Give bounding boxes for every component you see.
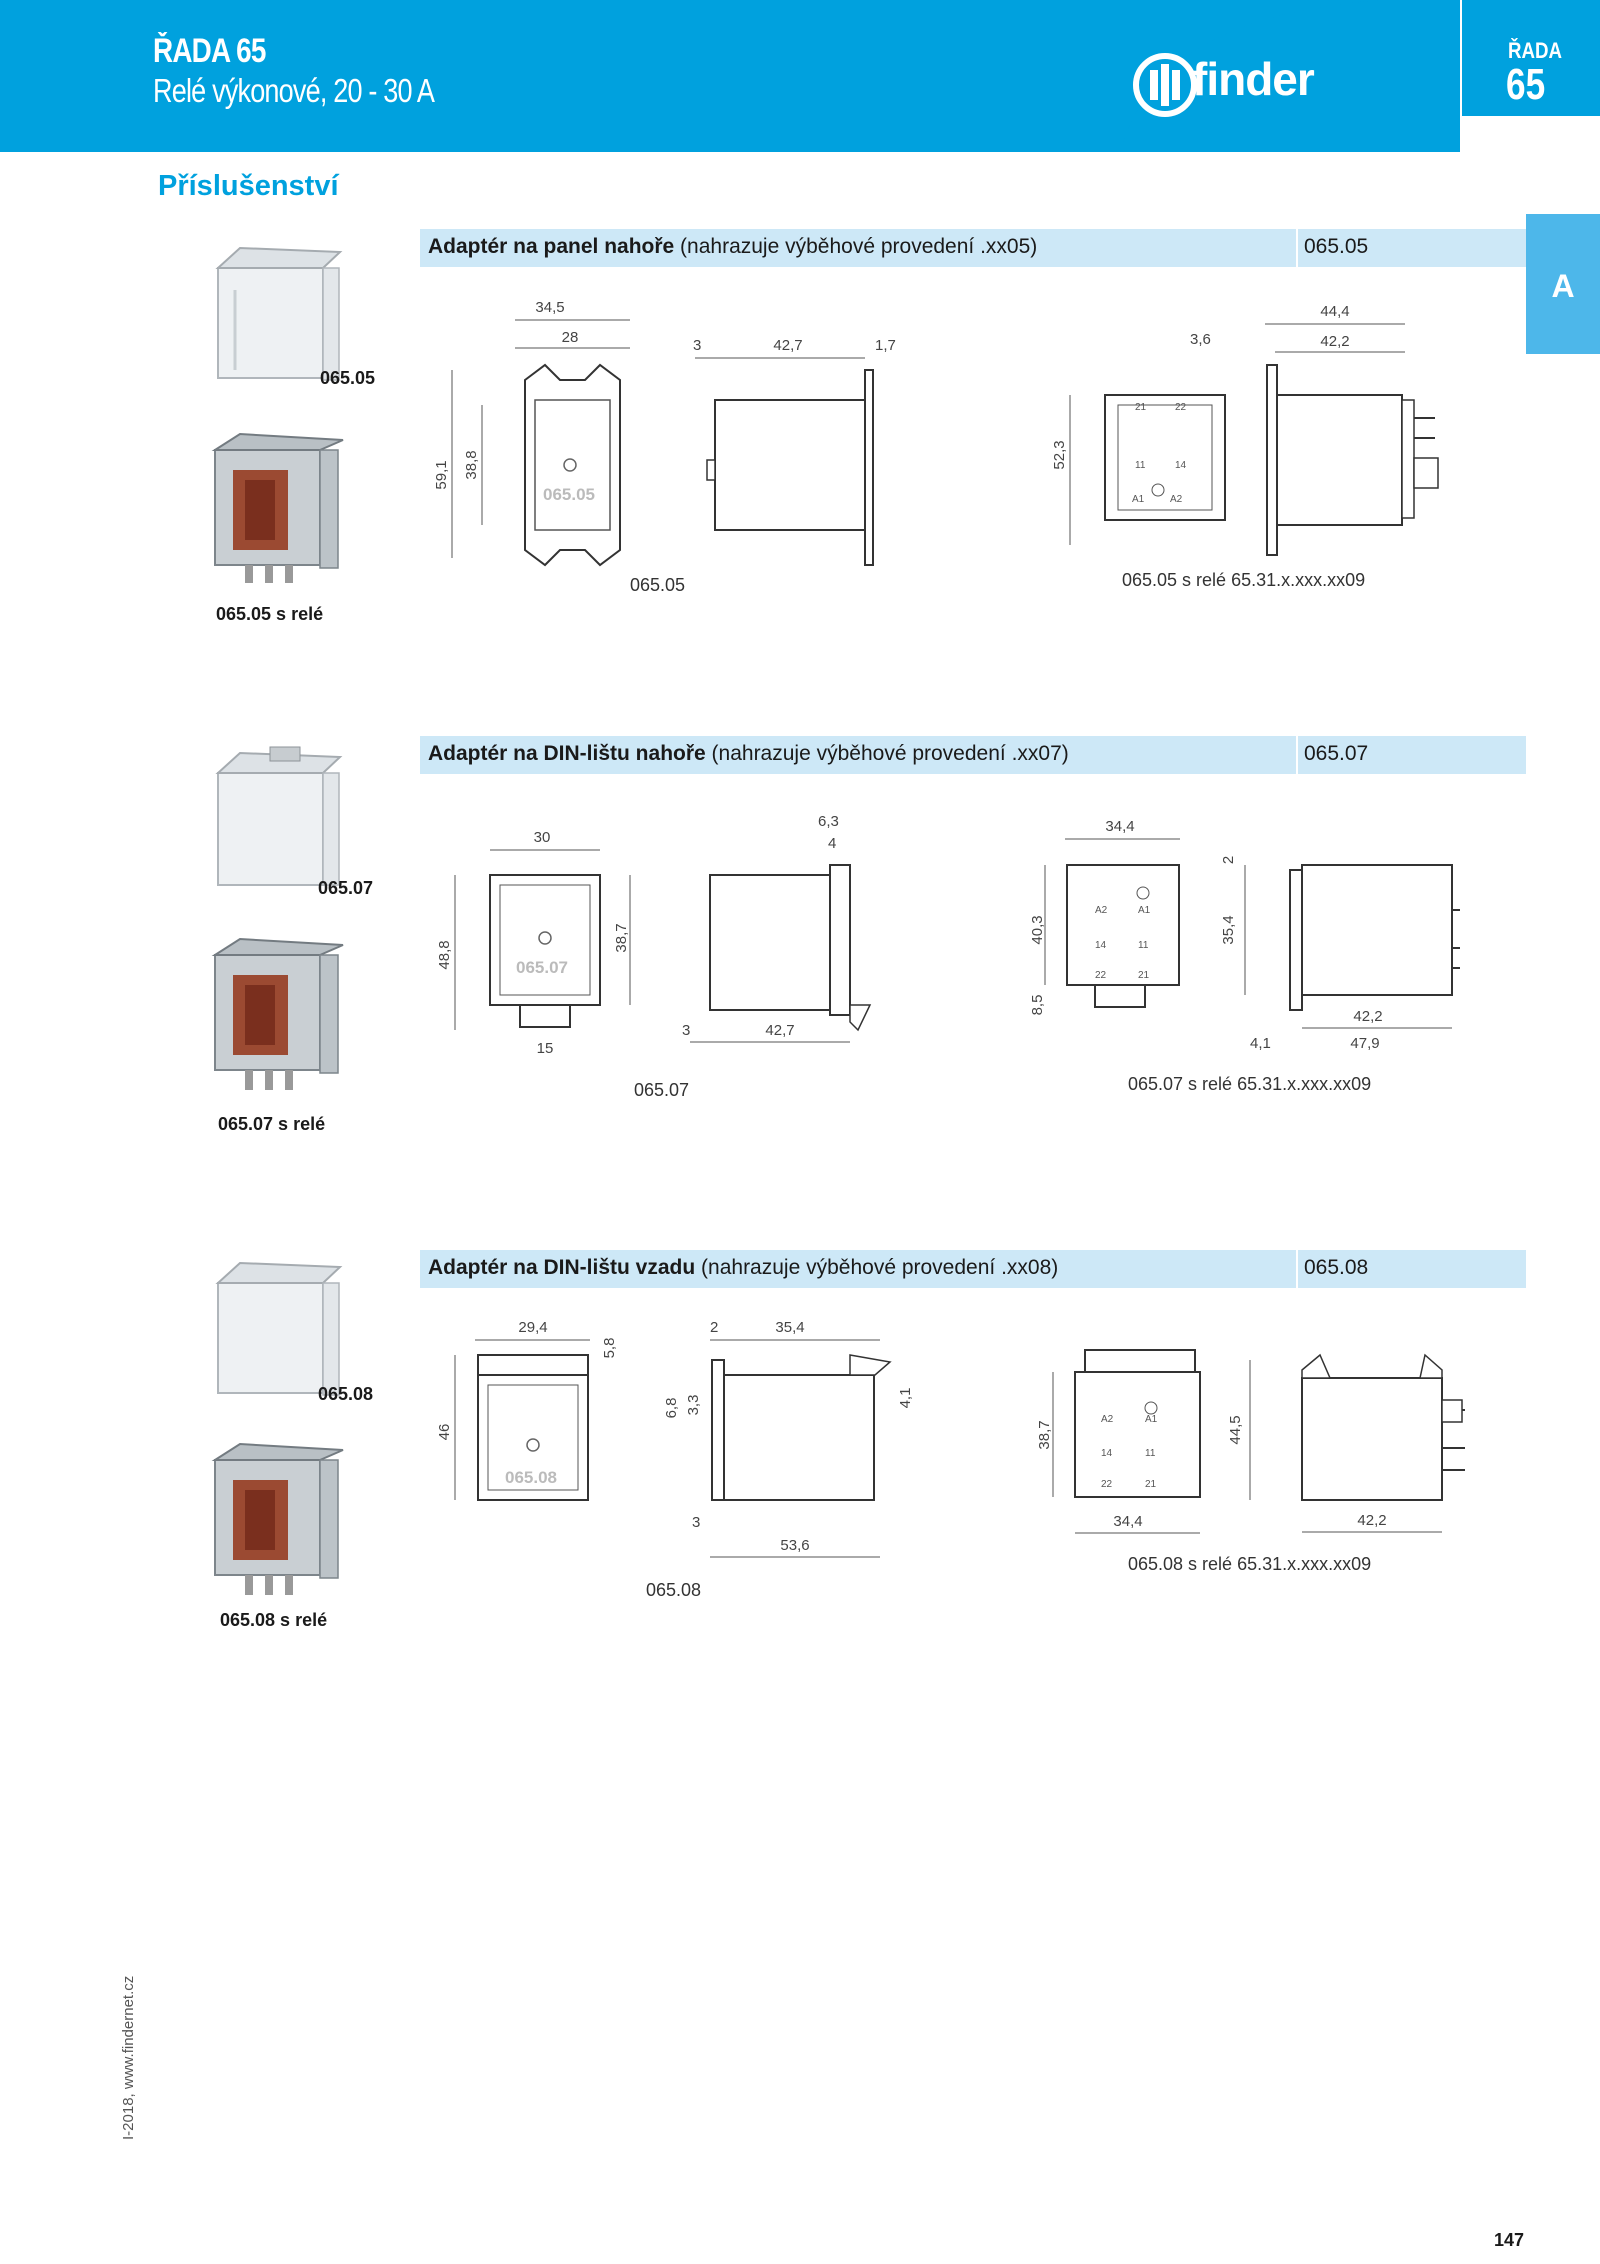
drawing-caption: 065.05 s relé 65.31.x.xxx.xx09 bbox=[1122, 570, 1366, 590]
dim-label: 52,3 bbox=[1051, 440, 1068, 470]
page-header bbox=[0, 0, 1600, 152]
dim-label: 35,4 bbox=[1220, 915, 1237, 945]
relay-photo bbox=[205, 935, 350, 1100]
pin-label: 11 bbox=[1135, 460, 1146, 471]
pin-label: 11 bbox=[1138, 940, 1149, 951]
front-view-drawing bbox=[430, 1310, 650, 1520]
relay-front-drawing bbox=[1040, 330, 1240, 570]
pin-label: 22 bbox=[1101, 1479, 1113, 1490]
side-view-drawing bbox=[685, 330, 915, 570]
relay-photo-label: 065.07 s relé bbox=[218, 1114, 326, 1134]
product-title-bold: Adaptér na DIN-lištu vzadu bbox=[428, 1256, 696, 1279]
dim-label: 6,3 bbox=[818, 813, 839, 830]
relay-photo-label: 065.08 s relé bbox=[220, 1610, 328, 1630]
dim-label: 3 bbox=[693, 337, 702, 354]
pin-label: 22 bbox=[1175, 402, 1187, 413]
series-subtitle: Relé výkonové, 20 - 30 A bbox=[153, 72, 435, 109]
adapter-photo bbox=[210, 1255, 350, 1405]
dim-label: 42,2 bbox=[1353, 1008, 1383, 1025]
pin-label: 21 bbox=[1138, 970, 1150, 981]
pin-label: A2 bbox=[1101, 1414, 1114, 1425]
dim-label: 30 bbox=[533, 829, 551, 846]
chapter-tab[interactable] bbox=[1526, 214, 1600, 354]
dim-label: 59,1 bbox=[433, 460, 450, 490]
dim-label: 34,4 bbox=[1113, 1513, 1143, 1530]
pin-label: 11 bbox=[1145, 1448, 1156, 1459]
dim-label: 53,6 bbox=[780, 1537, 810, 1554]
relay-photo bbox=[205, 430, 350, 590]
pin-label: 14 bbox=[1101, 1448, 1113, 1459]
relay-front-drawing bbox=[1015, 1330, 1205, 1550]
side-series-label: ŘADA bbox=[1508, 38, 1563, 63]
dim-label: 1,7 bbox=[875, 337, 896, 354]
finder-logo-icon bbox=[1130, 50, 1200, 120]
photo-label: 065.07 bbox=[318, 878, 374, 898]
dim-label: 6,8 bbox=[663, 1397, 680, 1419]
dim-label: 15 bbox=[536, 1040, 554, 1057]
dim-label: 38,7 bbox=[613, 923, 630, 953]
drawing-caption: 065.08 s relé 65.31.x.xxx.xx09 bbox=[1128, 1554, 1372, 1574]
relay-front-drawing bbox=[1015, 815, 1205, 1055]
chapter-tab-letter: A bbox=[1551, 268, 1575, 304]
dim-label: 48,8 bbox=[436, 940, 453, 970]
part-label: 065.08 bbox=[505, 1468, 557, 1487]
relay-side-drawing bbox=[1255, 300, 1455, 570]
side-view-drawing bbox=[650, 1310, 930, 1560]
product-title-bold: Adaptér na DIN-lištu nahoře bbox=[428, 742, 706, 765]
dim-label: 34,5 bbox=[535, 299, 565, 316]
pin-label: A2 bbox=[1170, 494, 1183, 505]
drawing-caption: 065.07 s relé 65.31.x.xxx.xx09 bbox=[1128, 1074, 1372, 1094]
bar-separator bbox=[1296, 736, 1298, 774]
dim-label: 5,8 bbox=[601, 1337, 618, 1359]
dim-label: 42,7 bbox=[773, 337, 803, 354]
product-bar-065-08 bbox=[420, 1250, 1526, 1288]
dim-label: 2 bbox=[1220, 855, 1237, 865]
pin-label: A1 bbox=[1138, 905, 1151, 916]
dim-label: 40,3 bbox=[1029, 915, 1046, 945]
dim-label: 35,4 bbox=[775, 1319, 805, 1336]
photo-label: 065.05 bbox=[320, 368, 376, 388]
dim-label: 34,4 bbox=[1105, 818, 1135, 835]
footer-edition-note: I-2018, www.findernet.cz bbox=[120, 1975, 137, 2140]
section-title: Příslušenství bbox=[158, 170, 339, 202]
dim-label: 3 bbox=[692, 1514, 701, 1531]
part-label: 065.07 bbox=[516, 958, 568, 977]
dim-label: 42,2 bbox=[1357, 1512, 1387, 1529]
pin-label: 21 bbox=[1135, 402, 1147, 413]
pin-label: A1 bbox=[1132, 494, 1145, 505]
pin-label: A2 bbox=[1095, 905, 1108, 916]
product-code: 065.05 bbox=[1304, 235, 1369, 258]
drawing-caption: 065.05 bbox=[630, 575, 686, 595]
dim-label: 3 bbox=[682, 1022, 691, 1039]
dim-label: 46 bbox=[436, 1423, 453, 1441]
product-code: 065.07 bbox=[1304, 742, 1369, 765]
dim-label: 42,7 bbox=[765, 1022, 795, 1039]
dim-label: 28 bbox=[561, 329, 579, 346]
dim-label: 44,4 bbox=[1320, 303, 1350, 320]
drawing-caption: 065.07 bbox=[634, 1080, 690, 1100]
series-title: ŘADA 65 bbox=[153, 32, 266, 70]
relay-side-drawing bbox=[1220, 1340, 1470, 1550]
product-title-bold: Adaptér na panel nahoře bbox=[428, 235, 675, 258]
part-label: 065.05 bbox=[543, 485, 595, 504]
dim-label: 4,1 bbox=[897, 1387, 914, 1409]
product-title-rest: (nahrazuje výběhové provedení .xx05) bbox=[674, 235, 1038, 258]
bar-separator bbox=[1296, 1250, 1298, 1288]
dim-label: 38,8 bbox=[463, 450, 480, 480]
dim-label: 42,2 bbox=[1320, 333, 1350, 350]
photo-label: 065.08 bbox=[318, 1384, 374, 1404]
product-title-rest: (nahrazuje výběhové provedení .xx08) bbox=[695, 1256, 1059, 1279]
dim-label: 47,9 bbox=[1350, 1035, 1380, 1052]
side-series-number: 65 bbox=[1506, 60, 1546, 109]
bar-separator bbox=[1296, 229, 1298, 267]
dim-label: 3,3 bbox=[685, 1394, 702, 1416]
product-title bbox=[428, 1256, 1058, 1280]
dim-label: 4,1 bbox=[1250, 1035, 1271, 1052]
product-title bbox=[428, 235, 1037, 259]
pin-label: A1 bbox=[1145, 1414, 1158, 1425]
brand-name: finder bbox=[1192, 53, 1314, 105]
relay-photo bbox=[205, 1440, 350, 1605]
dim-label: 38,7 bbox=[1036, 1420, 1053, 1450]
pin-label: 22 bbox=[1095, 970, 1107, 981]
dim-label: 4 bbox=[828, 835, 837, 852]
pin-label: 21 bbox=[1145, 1479, 1157, 1490]
page-number: 147 bbox=[1494, 2230, 1525, 2250]
side-view-drawing bbox=[670, 810, 910, 1050]
pin-label: 14 bbox=[1095, 940, 1107, 951]
product-code: 065.08 bbox=[1304, 1256, 1369, 1279]
product-title bbox=[428, 742, 1069, 766]
relay-side-drawing bbox=[1210, 830, 1460, 1060]
drawing-caption: 065.08 bbox=[646, 1580, 702, 1600]
dim-label: 29,4 bbox=[518, 1319, 548, 1336]
adapter-photo bbox=[210, 745, 350, 895]
relay-photo-label: 065.05 s relé bbox=[216, 604, 324, 624]
product-title-rest: (nahrazuje výběhové provedení .xx07) bbox=[705, 742, 1069, 765]
front-view-drawing bbox=[430, 820, 650, 1060]
dim-label: 3,6 bbox=[1190, 331, 1211, 348]
dim-label: 8,5 bbox=[1029, 994, 1046, 1016]
dim-label: 44,5 bbox=[1227, 1415, 1244, 1445]
dim-label: 2 bbox=[710, 1319, 719, 1336]
product-bar-065-05 bbox=[420, 229, 1526, 267]
pin-label: 14 bbox=[1175, 460, 1187, 471]
product-bar-065-07 bbox=[420, 736, 1526, 774]
front-view-drawing bbox=[430, 290, 650, 580]
